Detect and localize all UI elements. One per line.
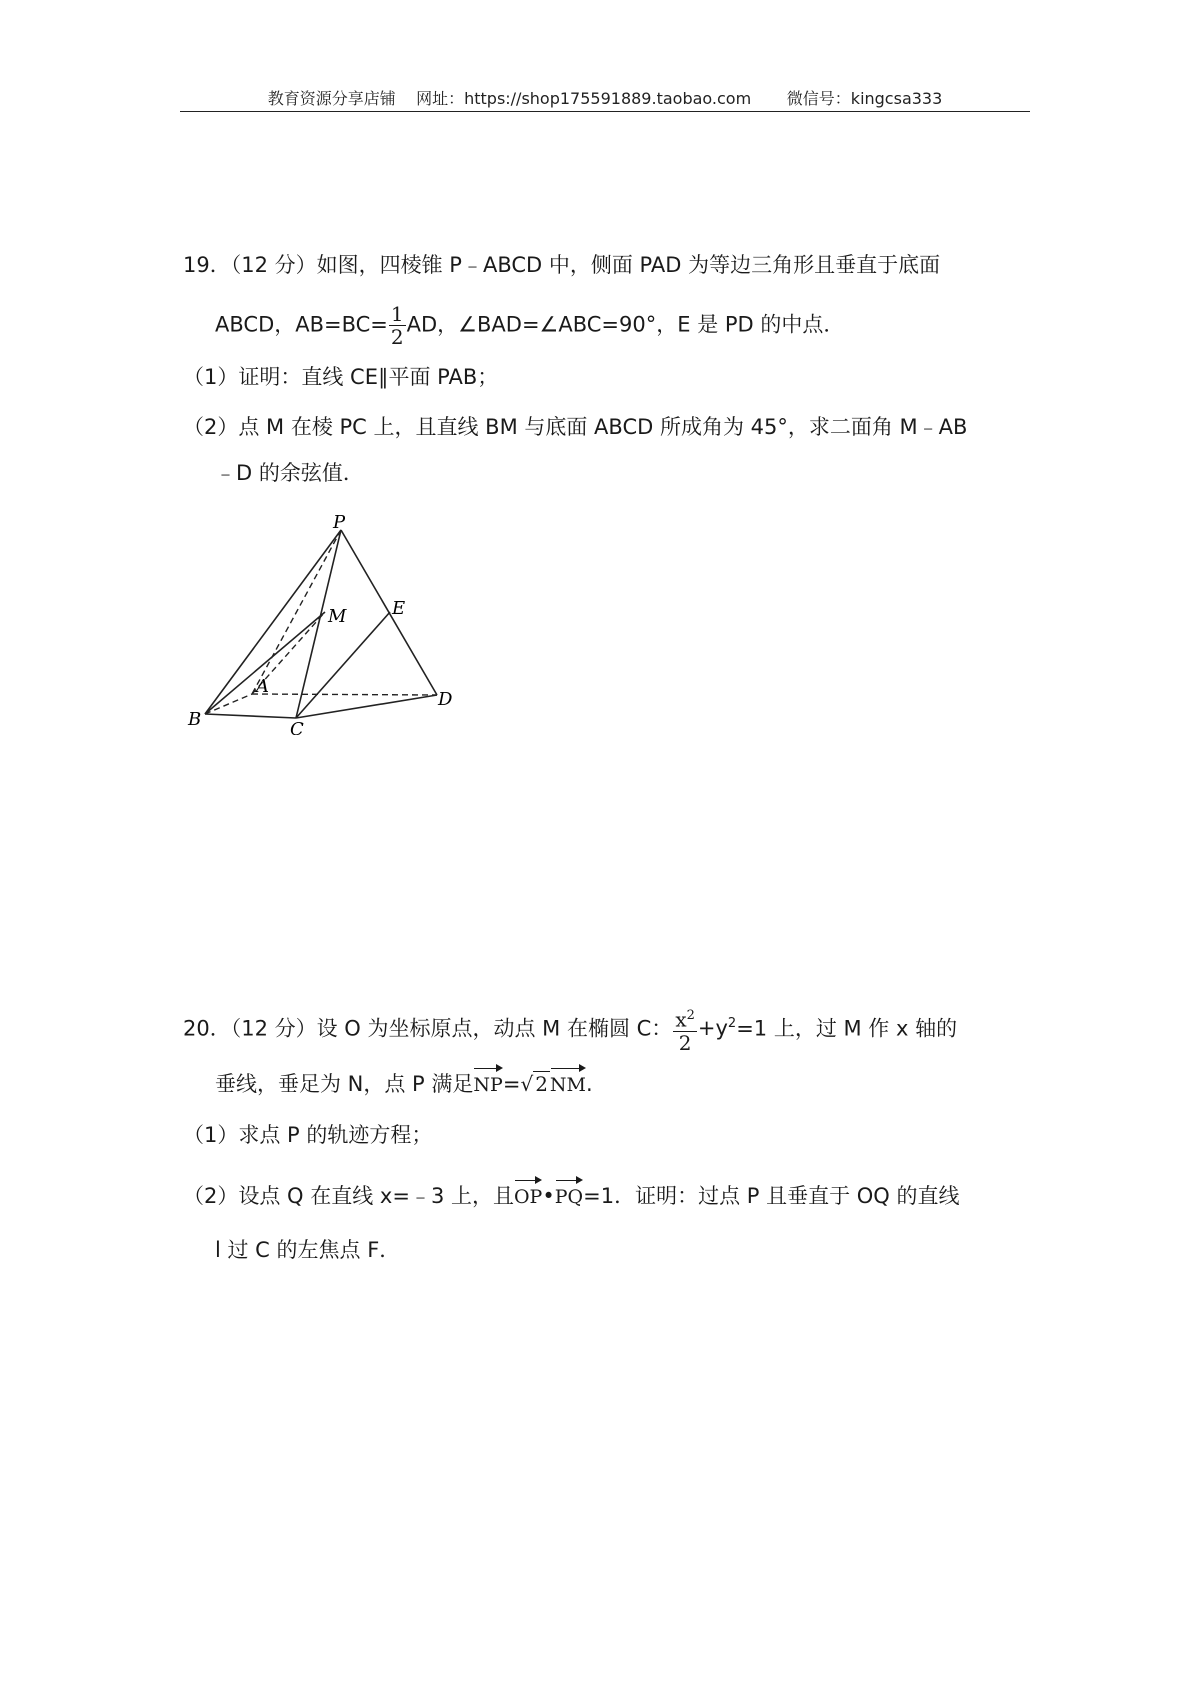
fraction-numerator: 1: [390, 302, 404, 326]
equals-sign: =: [502, 1072, 521, 1096]
ellipse-numerator: $x^2$: [673, 1005, 697, 1032]
q20-line1: [183, 1005, 957, 1054]
edge-ad: [252, 694, 437, 695]
vector-op: OP: [514, 1178, 542, 1212]
q19-part1: （1）证明：直线 CE∥平面 PAB；: [183, 365, 499, 389]
page-header: [180, 86, 1030, 110]
url-label: 网址：: [416, 89, 465, 108]
ellipse-fraction: [673, 1005, 697, 1054]
vector-pq: PQ: [555, 1178, 583, 1212]
edge-bc: [205, 714, 296, 718]
pyramid-figure: [180, 505, 460, 735]
label-m: M: [328, 606, 347, 627]
dot-product-sign: •: [542, 1184, 555, 1208]
q20-part2-post: =1．证明：过点 P 且垂直于 OQ 的直线: [583, 1184, 960, 1208]
half-fraction: [389, 303, 406, 348]
q20-part2-line2: l 过 C 的左焦点 F．: [215, 1238, 401, 1262]
q19-part2-line2: ﹣D 的余弦值．: [215, 461, 364, 485]
wechat-id: kingcsa333: [850, 89, 943, 108]
q20-part2-line1: [183, 1178, 960, 1212]
shop-name: 教育资源分享店铺: [267, 89, 396, 108]
shop-url[interactable]: https://shop175591889.taobao.com: [464, 89, 752, 108]
edge-pb: [205, 530, 341, 714]
q20-line1-post: =1 上，过 M 作 x 轴的: [736, 1016, 958, 1041]
segment-ce: [296, 612, 390, 718]
period: .: [586, 1072, 593, 1096]
segment-bm: [205, 612, 325, 714]
q19-line2-post: AD，∠BAD=∠ABC=90°，E 是 PD 的中点．: [406, 312, 845, 337]
wechat-label: 微信号：: [786, 89, 851, 108]
label-p: P: [333, 512, 346, 533]
q20-line1-pre: 20．（12 分）设 O 为坐标原点，动点 M 在椭圆 C：: [183, 1016, 673, 1041]
q19-line2: [215, 303, 844, 348]
vector-nm: NM: [550, 1066, 586, 1100]
q19-line1: 19．（12 分）如图，四棱锥 P﹣ABCD 中，侧面 PAD 为等边三角形且垂直于底面: [183, 253, 941, 277]
q20-y-term: $+y^2$: [697, 1016, 737, 1041]
q20-line2-pre: 垂线，垂足为 N，点 P 满足: [215, 1072, 474, 1096]
fraction-denominator: 2: [390, 325, 404, 349]
q20-line2: [215, 1066, 593, 1100]
ellipse-denominator: 2: [678, 1030, 692, 1055]
label-b: B: [188, 709, 202, 730]
header-divider: [180, 111, 1030, 112]
q19-part2-line1: （2）点 M 在棱 PC 上，且直线 BM 与底面 ABCD 所成角为 45°，求二面角 M﹣AB: [183, 415, 968, 439]
vector-np: NP: [473, 1066, 502, 1100]
label-e: E: [392, 598, 406, 619]
label-a: A: [256, 676, 269, 697]
q20-part1: （1）求点 P 的轨迹方程；: [183, 1123, 433, 1147]
q19-line2-pre: ABCD，AB=BC=: [215, 312, 388, 337]
label-d: D: [438, 689, 453, 710]
sqrt-two: √ 2: [520, 1072, 548, 1096]
q20-part2-pre: （2）设点 Q 在直线 x=﹣3 上，且: [183, 1184, 514, 1208]
label-c: C: [290, 719, 304, 735]
edge-cd: [296, 695, 437, 718]
